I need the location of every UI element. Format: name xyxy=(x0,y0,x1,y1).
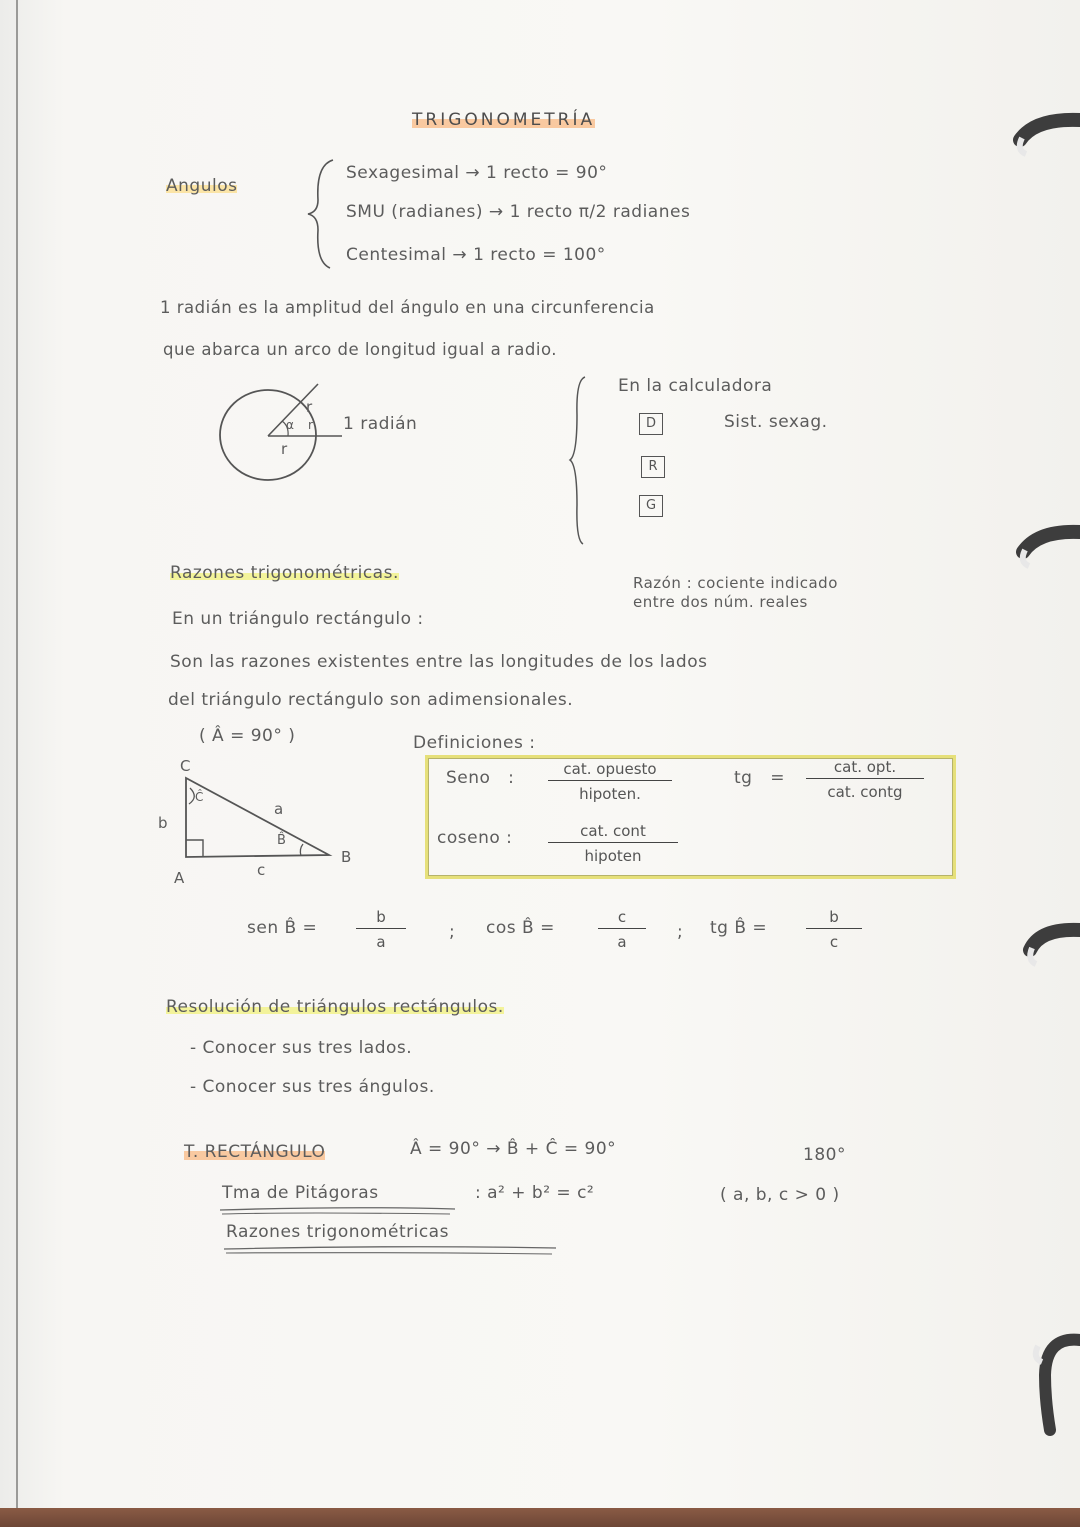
def-coseno-numerator: cat. cont xyxy=(548,822,678,843)
pitagoras-equation: : a² + b² = c² xyxy=(475,1183,595,1203)
angulos-row-1: Sexagesimal → 1 recto = 90° xyxy=(346,163,608,183)
razones-trig-label: Razones trigonométricas xyxy=(226,1222,449,1242)
definiciones-heading: Definiciones : xyxy=(413,733,536,753)
formula-cos-den: a xyxy=(617,933,627,951)
razones-heading: Razones trigonométricas. xyxy=(170,563,399,583)
calculadora-heading: En la calculadora xyxy=(618,376,773,396)
desk-edge xyxy=(0,1508,1080,1527)
triangle-vertex-b: B xyxy=(341,848,352,866)
circle-label-r-bottom: r xyxy=(281,440,288,458)
def-coseno-name: coseno : xyxy=(437,828,513,848)
calc-key-r: R xyxy=(641,456,665,478)
resolucion-item-1: - Conocer sus tres lados. xyxy=(190,1038,413,1058)
formula-tg-label: tg B̂ = xyxy=(710,918,768,938)
formula-cos-label: cos B̂ = xyxy=(486,918,555,938)
formula-sen-num: b xyxy=(356,908,406,929)
triangle-vertex-c: C xyxy=(180,757,191,775)
pitagoras-condition: ( a, b, c > 0 ) xyxy=(720,1185,840,1205)
angulos-row-3: Centesimal → 1 recto = 100° xyxy=(346,245,606,265)
def-coseno-denominator: hipoten xyxy=(584,847,642,865)
rectangulo-equation: Â = 90° → B̂ + Ĉ = 90° xyxy=(410,1139,617,1159)
rectangulo-label: T. RECTÁNGULO xyxy=(184,1142,326,1162)
formula-separator-2: ; xyxy=(677,922,684,942)
calc-key-g: G xyxy=(639,495,663,517)
formula-sen-den: a xyxy=(376,933,386,951)
binder-ring-4 xyxy=(1036,1340,1080,1430)
binder-ring-1 xyxy=(1020,120,1080,154)
radian-def-line-2: que abarca un arco de longitud igual a radio. xyxy=(163,340,557,359)
right-angle-note: ( Â = 90° ) xyxy=(199,726,296,746)
triangle-side-a: a xyxy=(274,800,284,818)
formula-separator-1: ; xyxy=(449,922,456,942)
triangle-side-b: b xyxy=(158,814,169,832)
triangle-side-c: c xyxy=(257,861,266,879)
formula-tg-num: b xyxy=(806,908,862,929)
pitagoras-label: Tma de Pitágoras xyxy=(222,1183,379,1203)
razones-line-1: En un triángulo rectángulo : xyxy=(172,609,424,629)
razones-side-note-2: entre dos núm. reales xyxy=(633,593,808,611)
razones-line-3: del triángulo rectángulo son adimensionales. xyxy=(168,690,574,710)
angulos-label: Angulos xyxy=(166,176,238,196)
def-seno-numerator: cat. opuesto xyxy=(548,760,672,781)
triangle-vertex-a: A xyxy=(174,869,185,887)
razones-side-note-1: Razón : cociente indicado xyxy=(633,574,838,592)
triangle-angle-c: Ĉ xyxy=(195,790,204,804)
def-tg-name: tg = xyxy=(734,768,785,788)
formula-tg-den: c xyxy=(829,933,839,951)
circle-caption: 1 radián xyxy=(343,414,418,434)
binder-ring-3 xyxy=(1030,930,1080,964)
def-seno-denominator: hipoten. xyxy=(579,785,641,803)
binder-ring-2 xyxy=(1023,532,1080,566)
rectangulo-total: 180° xyxy=(803,1145,846,1165)
resolucion-item-2: - Conocer sus tres ángulos. xyxy=(190,1077,435,1097)
resolucion-heading: Resolución de triángulos rectángulos. xyxy=(166,997,504,1017)
def-tg-denominator: cat. contg xyxy=(827,783,903,801)
radian-def-line-1: 1 radián es la amplitud del ángulo en una circunferencia xyxy=(160,298,655,317)
razones-line-2: Son las razones existentes entre las longitudes de los lados xyxy=(170,652,708,672)
angulos-row-2: SMU (radianes) → 1 recto π/2 radianes xyxy=(346,202,691,222)
circle-label-alpha: α xyxy=(286,418,295,432)
def-seno-name: Seno : xyxy=(446,768,515,788)
formula-sen-label: sen B̂ = xyxy=(247,918,318,938)
formula-cos-num: c xyxy=(598,908,646,929)
calculadora-note: Sist. sexag. xyxy=(724,412,828,432)
def-tg-numerator: cat. opt. xyxy=(806,758,924,779)
circle-label-r-top: r xyxy=(306,398,313,416)
triangle-angle-b: B̂ xyxy=(277,833,287,848)
circle-label-r-arc: r xyxy=(308,418,314,432)
page-title: TRIGONOMETRÍA xyxy=(412,110,596,130)
calc-key-d: D xyxy=(639,413,663,435)
